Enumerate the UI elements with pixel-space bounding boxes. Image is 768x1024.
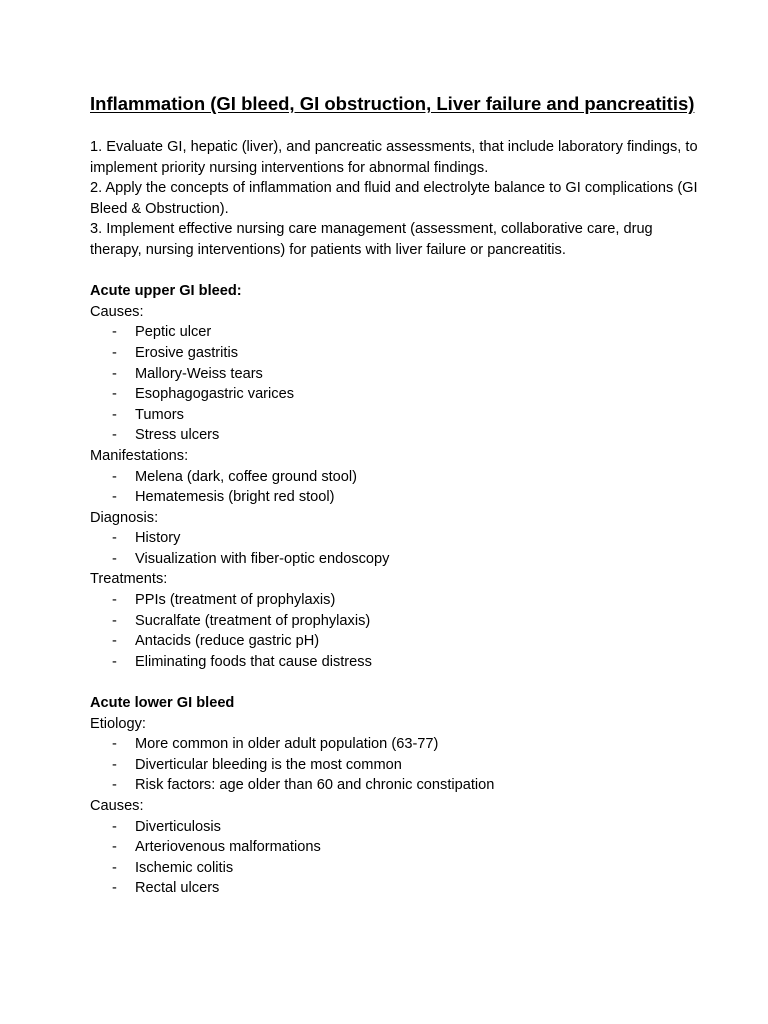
list-item: [90, 837, 708, 858]
list-item-text: Mallory-Weiss tears: [135, 365, 263, 382]
list-item: [90, 322, 708, 343]
group-label: Manifestations:: [90, 447, 189, 464]
list-item-text: Peptic ulcer: [135, 324, 212, 341]
dash-bullet-icon: -: [112, 653, 117, 670]
dash-bullet-icon: -: [112, 324, 117, 341]
dash-bullet-icon: -: [112, 633, 117, 650]
list-item: [90, 528, 708, 549]
bullet-list: [90, 467, 708, 508]
list-item-text: Hematemesis (bright red stool): [135, 489, 335, 506]
bullet-list: [90, 322, 708, 446]
list-item: [90, 405, 708, 426]
section-heading: Acute lower GI bleed: [90, 695, 235, 712]
dash-bullet-icon: -: [112, 406, 117, 423]
dash-bullet-icon: -: [112, 344, 117, 361]
dash-bullet-icon: -: [112, 427, 117, 444]
dash-bullet-icon: -: [112, 530, 117, 547]
document-title: Inflammation (GI bleed, GI obstruction, Liver failure and pancreatitis): [90, 93, 695, 114]
list-item-text: Tumors: [135, 406, 184, 423]
dash-bullet-icon: -: [112, 777, 117, 794]
dash-bullet-icon: -: [112, 468, 117, 485]
list-item: [90, 467, 708, 488]
dash-bullet-icon: -: [112, 880, 117, 897]
dash-bullet-icon: -: [112, 386, 117, 403]
list-item-text: PPIs (treatment of prophylaxis): [135, 592, 336, 609]
list-item-text: Eliminating foods that cause distress: [135, 653, 372, 670]
list-item: [90, 631, 708, 652]
list-item-text: Arteriovenous malformations: [135, 839, 321, 856]
list-item: [90, 364, 708, 385]
list-item-text: Erosive gastritis: [135, 344, 238, 361]
group-label: Causes:: [90, 303, 144, 320]
document-sections: [90, 281, 708, 899]
list-item-text: Melena (dark, coffee ground stool): [135, 468, 358, 485]
list-item: [90, 755, 708, 776]
list-item: [90, 734, 708, 755]
bullet-list: [90, 528, 708, 569]
objective-item: 1. Evaluate GI, hepatic (liver), and pancreatic assessments, that include laboratory findings, to implement priority nursing interventions for abnormal findings.: [90, 139, 698, 176]
list-item-text: Diverticulosis: [135, 818, 221, 835]
list-item-text: More common in older adult population (63-77): [135, 736, 439, 753]
list-item-text: Visualization with fiber-optic endoscopy: [135, 550, 390, 567]
learning-objectives: [90, 137, 708, 261]
list-item: [90, 487, 708, 508]
list-item-text: Antacids (reduce gastric pH): [135, 633, 320, 650]
group-label: Diagnosis:: [90, 509, 159, 526]
list-item-text: Sucralfate (treatment of prophylaxis): [135, 612, 371, 629]
section-0: [90, 281, 708, 672]
list-item: [90, 611, 708, 632]
list-item-text: Stress ulcers: [135, 427, 220, 444]
dash-bullet-icon: -: [112, 818, 117, 835]
dash-bullet-icon: -: [112, 365, 117, 382]
bullet-list: [90, 817, 708, 899]
bullet-list: [90, 590, 708, 672]
section-heading: Acute upper GI bleed:: [90, 283, 242, 300]
group-label: Causes:: [90, 798, 144, 814]
list-item: [90, 343, 708, 364]
list-item: [90, 878, 708, 899]
list-item-text: Esophagogastric varices: [135, 386, 294, 403]
dash-bullet-icon: -: [112, 756, 117, 773]
dash-bullet-icon: -: [112, 859, 117, 876]
list-item: [90, 549, 708, 570]
list-item-text: Ischemic colitis: [135, 859, 234, 876]
group-label: Treatments:: [90, 571, 168, 588]
section-1: [90, 693, 708, 899]
dash-bullet-icon: -: [112, 550, 117, 567]
list-item: [90, 858, 708, 879]
dash-bullet-icon: -: [112, 612, 117, 629]
list-item: [90, 384, 708, 405]
bullet-list: [90, 734, 708, 796]
list-item: [90, 775, 708, 796]
dash-bullet-icon: -: [112, 489, 117, 506]
list-item-text: Rectal ulcers: [135, 880, 220, 897]
list-item: [90, 817, 708, 838]
list-item: [90, 425, 708, 446]
list-item: [90, 652, 708, 673]
list-item-text: History: [135, 530, 181, 547]
dash-bullet-icon: -: [112, 839, 117, 856]
dash-bullet-icon: -: [112, 736, 117, 753]
list-item: [90, 590, 708, 611]
group-label: Etiology:: [90, 715, 146, 732]
dash-bullet-icon: -: [112, 592, 117, 609]
list-item-text: Risk factors: age older than 60 and chronic constipation: [135, 777, 495, 794]
objective-item: 3. Implement effective nursing care management (assessment, collaborative care, drug therapy, nursing interventions) for patients with liver failure or pancreatitis.: [90, 221, 653, 258]
objective-item: 2. Apply the concepts of inflammation and fluid and electrolyte balance to GI complications (GI Bleed & Obstruction).: [90, 180, 698, 217]
list-item-text: Diverticular bleeding is the most common: [135, 756, 402, 773]
